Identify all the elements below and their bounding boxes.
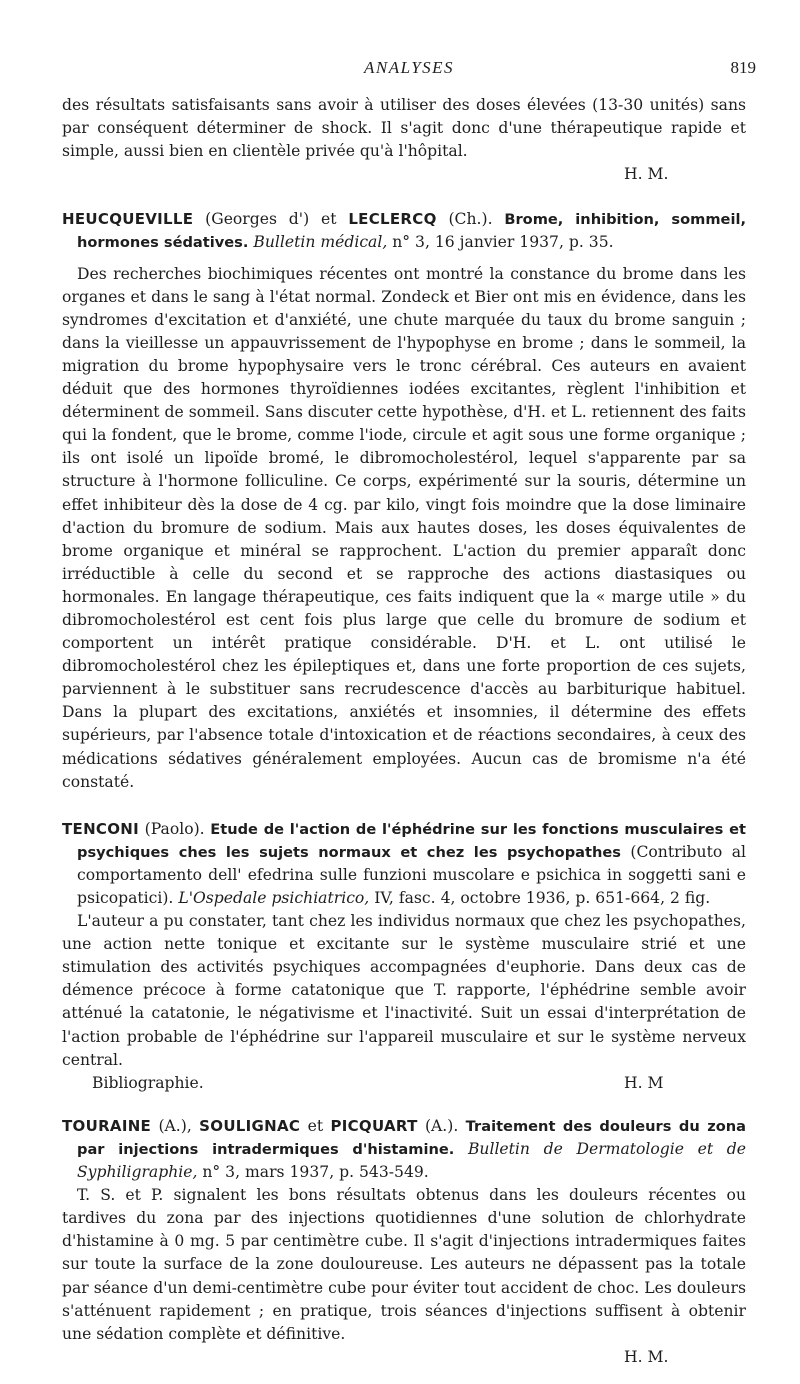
- author-name: TENCONI: [62, 819, 140, 838]
- article-paragraph: T. S. et P. signalent les bons résultats obtenus dans les douleurs récentes ou tardives du zona par des injections quotidiennes d'une solution de chlorhydrate d'histamine à 0 mg. 5 par centimètre cube. Il s'agit d'injections intradermiques faites sur toute la surface de la zone douloureuse. Les auteurs ne dépassent pas la totale par séance d'un demi-centimètre cube pour éviter tout accident de choc. Les douleurs s'atténuent rapidement ; en pratique, trois séances d'injections suffisent à obtenir une sédation complète et définitive.: [62, 1186, 746, 1343]
- article-title: Traitement des douleurs du zona par injections intradermiques d'histamine.: [77, 1117, 746, 1158]
- bibliography-note: Bibliographie.: [92, 1073, 204, 1092]
- article-heading: [62, 818, 746, 910]
- author-detail: (A.).: [417, 1116, 466, 1135]
- journal-name: Bulletin médical,: [253, 233, 388, 252]
- author-name: PICQUART: [330, 1116, 418, 1135]
- article-tenconi: [62, 818, 746, 1095]
- article-signature: H. M.: [624, 1347, 669, 1366]
- author-detail: (A.),: [151, 1116, 200, 1135]
- page-content: [62, 94, 746, 1369]
- running-title: ANALYSES: [363, 58, 455, 77]
- article-title: Etude de l'action de l'éphédrine sur les fonctions musculaires et psychiques ches les sujets normaux et chez les psychopathes: [77, 820, 746, 861]
- article-touraine: [62, 1115, 746, 1369]
- journal-name: Bulletin de Dermatologie et de Syphiligraphie,: [77, 1139, 746, 1182]
- article-paragraph: L'auteur a pu constater, tant chez les individus normaux que chez les psychopathes, une action nette tonique et excitante sur le système musculaire strié et une stimulation des activités psychiques accompagnées d'euphorie. Dans deux cas de démence précoce à forme catatonique que T. rapporte, l'éphédrine semble avoir atténué la catatonie, le négativisme et l'inactivité. Suit un essai d'interprétation de l'action probable de l'éphédrine sur l'appareil musculaire et sur le système nerveux central.: [62, 912, 746, 1069]
- article-heading: [62, 1115, 746, 1184]
- author-detail: (Ch.).: [436, 210, 505, 229]
- article-signature: H. M: [624, 1073, 664, 1092]
- intro-block: [62, 94, 746, 186]
- signature-line: [62, 1346, 746, 1369]
- article-paragraph: Des recherches biochimiques récentes ont montré la constance du brome dans les organes et dans le sang à l'état normal. Zondeck et Bier ont mis en évidence, dans les syndromes d'excitation et d'anxiété, une chute marquée du taux du brome sanguin ; dans la vieillesse un appauvrissement de l'hypophyse en brome ; dans le sommeil, la migration du brome hypophysaire vers le tronc cérébral. Ces auteurs en avaient déduit que des hormones thyroïdiennes iodées excitantes, règlent l'inhibition et déterminent de sommeil. Sans discuter cette hypothèse, d'H. et L. retiennent des faits qui la fondent, que le brome, comme l'iode, circule et agit sous une forme organique ; ils ont isolé un lipoïde bromé, le dibromocholestérol, lequel s'apparente par sa structure à l'hormone folliculine. Ce corps, expérimenté sur la souris, détermine un effet inhibiteur dès la dose de 4 cg. par kilo, vingt fois moindre que la dose liminaire d'action du bromure de sodium. Mais aux hautes doses, les doses équivalentes de brome organique et minéral se rapprochent. L'action du premier apparaît donc irréductible à celle du second et se rapproche des actions diastasiques ou hormonales. En langage thérapeutique, ces faits indiquent que la « marge utile » du dibromocholestérol est cent fois plus large que celle du bromure de sodium et comportent un intérêt pratique considérable. D'H. et L. ont utilisé le dibromocholestérol chez les épileptiques et, dans une forte proportion de ces sujets, parviennent à le substituer sans recrudescence d'accès au barbiturique habituel. Dans la plupart des excitations, anxiétés et insomnies, il détermine des effets supérieurs, par l'absence totale d'intoxication et de réactions secondaires, à ceux des médications sédatives généralement employées. Aucun cas de bromisme n'a été constaté.: [62, 264, 746, 791]
- author-name: LECLERCQ: [348, 210, 437, 229]
- citation: n° 3, mars 1937, p. 543-549.: [197, 1163, 429, 1182]
- article-subtitle: (Contributo al comportamento dell' efedrina sulle funzioni muscolare e psichica in soggetti sani e psicopatici).: [77, 842, 746, 907]
- journal-name: L'Ospedale psichiatrico,: [178, 889, 370, 907]
- author-detail: (Paolo).: [139, 819, 211, 838]
- article-heading: [62, 208, 746, 254]
- citation: n° 3, 16 janvier 1937, p. 35.: [387, 233, 614, 252]
- page-number: 819: [730, 58, 756, 77]
- article-title: Brome, inhibition, sommeil, hormones sédatives.: [77, 211, 746, 252]
- intro-paragraph: des résultats satisfaisants sans avoir à utiliser des doses élevées (13-30 unités) sans par conséquent déterminer de shock. Il s'agit donc d'une thérapeutique rapide et simple, aussi bien en clientèle privée qu'à l'hôpital.: [62, 96, 746, 161]
- intro-signature-line: [62, 163, 746, 186]
- author-name: SOULIGNAC: [199, 1116, 301, 1135]
- citation: IV, fasc. 4, octobre 1936, p. 651-664, 2 fig.: [369, 889, 711, 907]
- author-detail: et: [300, 1116, 331, 1135]
- running-header: [62, 58, 756, 82]
- author-name: HEUCQUEVILLE: [62, 210, 194, 229]
- article-heucqueville: [62, 208, 746, 793]
- author-name: TOURAINE: [62, 1116, 152, 1135]
- author-detail: (Georges d') et: [193, 210, 349, 229]
- signature-line: [62, 1072, 746, 1095]
- intro-signature: H. M.: [624, 165, 669, 184]
